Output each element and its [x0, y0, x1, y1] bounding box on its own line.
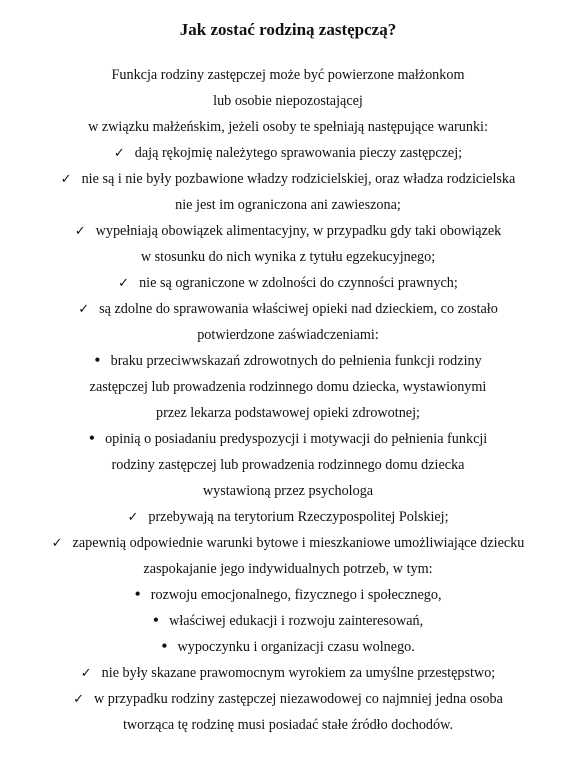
needs-text: właściwej edukacji i rozwoju zainteresowań,	[169, 613, 424, 629]
condition-item-9	[0, 690, 576, 709]
needs-text: rozwoju emocjonalnego, fizycznego i społecznego,	[150, 587, 442, 603]
check-icon: ✓	[113, 146, 125, 161]
check-icon: ✓	[74, 224, 86, 239]
check-icon: ✓	[78, 302, 90, 317]
needs-item-3	[0, 638, 576, 656]
page-title: Jak zostać rodziną zastępczą?	[179, 20, 397, 39]
check-icon: ✓	[118, 276, 130, 291]
condition-text: nie są i nie były pozbawione władzy rodzicielskiej, oraz władza rodzicielska	[81, 171, 516, 187]
bullet-icon: •	[152, 610, 160, 630]
check-icon: ✓	[80, 666, 92, 681]
condition-text: dają rękojmię należytego sprawowania pieczy zastępczej;	[134, 145, 463, 161]
certificate-text: opinią o posiadaniu predyspozycji i motywacji do pełnienia funkcji	[105, 431, 488, 447]
needs-item-1	[0, 586, 576, 604]
condition-continuation: zaspokajanie jego indywidualnych potrzeb, w tym:	[143, 561, 433, 577]
condition-text: przebywają na terytorium Rzeczypospolitej Polskiej;	[148, 509, 449, 525]
needs-text: wypoczynku i organizacji czasu wolnego.	[177, 639, 415, 655]
intro-line-1: Funkcja rodziny zastępczej może być powierzone małżonkom	[111, 67, 465, 83]
condition-continuation: nie jest im ograniczona ani zawieszona;	[175, 197, 401, 213]
condition-item-6	[0, 508, 576, 527]
condition-item-8	[0, 664, 576, 683]
certificate-continuation: zastępczej lub prowadzenia rodzinnego domu dziecka, wystawionymi	[89, 379, 487, 395]
certificate-text: braku przeciwwskazań zdrowotnych do pełnienia funkcji rodziny	[110, 353, 482, 369]
condition-continuation: potwierdzone zaświadczeniami:	[197, 327, 379, 343]
certificate-item-2	[0, 430, 576, 448]
condition-continuation: w stosunku do nich wynika z tytułu egzekucyjnego;	[140, 249, 436, 265]
bullet-icon: •	[134, 584, 141, 604]
check-icon: ✓	[73, 692, 84, 707]
condition-text: nie są ograniczone w zdolności do czynności prawnych;	[139, 275, 458, 291]
certificate-item-1	[0, 352, 576, 370]
condition-text: w przypadku rodziny zastępczej niezawodowej co najmniej jedna osoba	[93, 691, 503, 707]
condition-item-3	[0, 222, 576, 241]
check-icon: ✓	[127, 510, 139, 525]
intro-line-3: w związku małżeńskim, jeżeli osoby te spełniają następujące warunki:	[88, 119, 488, 135]
condition-item-5	[0, 300, 576, 319]
certificate-continuation: rodziny zastępczej lub prowadzenia rodzinnego domu dziecka	[111, 457, 465, 473]
check-icon: ✓	[51, 536, 63, 551]
check-icon: ✓	[60, 172, 72, 187]
bullet-icon: •	[161, 636, 168, 656]
condition-item-1	[0, 144, 576, 163]
condition-text: są zdolne do sprawowania właściwej opieki nad dzieckiem, co zostało	[99, 301, 498, 317]
condition-item-4	[0, 274, 576, 293]
condition-text: zapewnią odpowiednie warunki bytowe i mieszkaniowe umożliwiające dziecku	[72, 535, 525, 551]
condition-item-2	[0, 170, 576, 189]
condition-text: wypełniają obowiązek alimentacyjny, w przypadku gdy taki obowiązek	[95, 223, 502, 239]
needs-item-2	[0, 612, 576, 630]
condition-continuation: tworząca tę rodzinę musi posiadać stałe źródło dochodów.	[122, 717, 453, 733]
intro-line-2: lub osobie niepozostającej	[213, 93, 363, 109]
condition-item-7	[0, 534, 576, 553]
condition-text: nie były skazane prawomocnym wyrokiem za umyślne przestępstwo;	[101, 665, 496, 681]
bullet-icon: •	[88, 428, 96, 448]
certificate-continuation: wystawioną przez psychologa	[202, 483, 374, 499]
certificate-continuation: przez lekarza podstawowej opieki zdrowotnej;	[156, 405, 420, 421]
bullet-icon: •	[94, 350, 101, 370]
